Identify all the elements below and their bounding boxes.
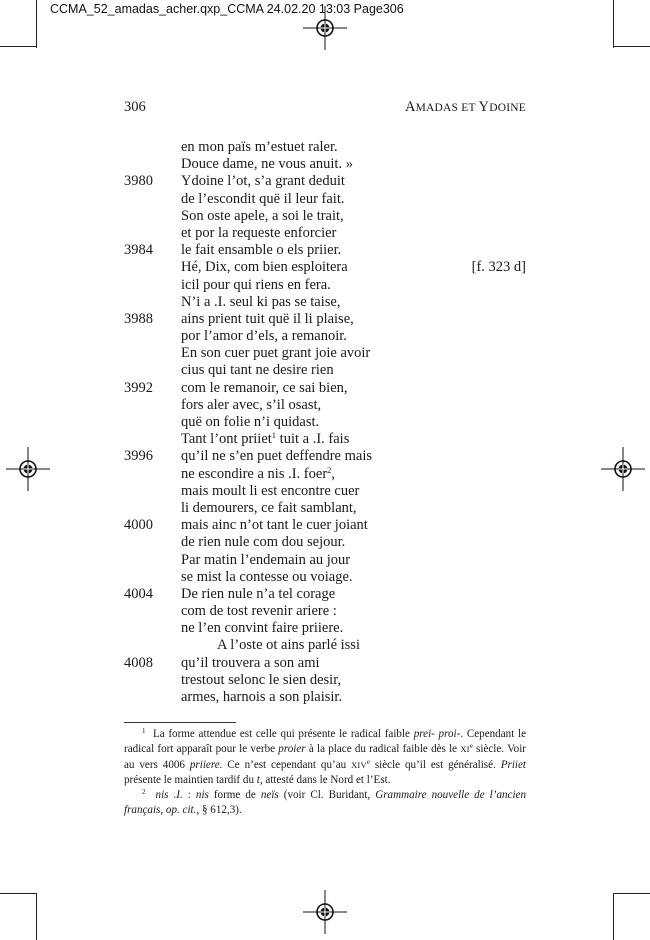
verse-text-main: Son oste apele, a soi le trait, xyxy=(181,207,344,224)
verse-line xyxy=(124,500,526,517)
verse-line xyxy=(124,517,526,534)
verse-text xyxy=(181,500,357,517)
verse-text xyxy=(181,345,370,362)
verse-line xyxy=(124,655,526,672)
footnote-1-text: Ce n’est cependant qu’au xyxy=(222,758,352,771)
verse-line xyxy=(124,620,526,637)
verse-line xyxy=(124,586,526,603)
verse-text xyxy=(181,620,343,637)
verse-line xyxy=(124,552,526,569)
verse-text-main: en mon païs m’estuet raler. xyxy=(181,139,338,155)
footnote-1-text: siècle. Voir au vers 4006 xyxy=(124,743,526,771)
crop-mark-top-left-v xyxy=(36,0,37,48)
verse-number: 4008 xyxy=(124,654,153,671)
verse-line xyxy=(124,448,526,465)
verse-line xyxy=(124,397,526,414)
verse-text xyxy=(181,139,338,156)
verse-text xyxy=(181,603,337,620)
footnote-reference: 2 xyxy=(327,464,332,475)
verse-line xyxy=(124,277,526,294)
verse-line xyxy=(124,672,526,689)
registration-mark-top-icon xyxy=(303,6,347,50)
verse-text xyxy=(181,414,319,431)
verse-text xyxy=(181,448,372,465)
footnotes xyxy=(124,727,526,819)
footnote-2-italic: neïs xyxy=(260,789,279,802)
verse-text xyxy=(181,225,336,242)
verse-line xyxy=(124,414,526,431)
crop-mark-top-left-h xyxy=(0,46,36,47)
footnote-1-text: La forme attendue est celle qui présente le radical faible xyxy=(152,728,414,740)
verse-text-main: icil pour qui riens en fera. xyxy=(181,276,331,293)
verse-text-main: mais ainc n’ot tant le cuer joiant xyxy=(181,517,368,534)
verse-text-main: cius qui tant ne desire rien xyxy=(181,362,334,379)
verse-text-main: armes, harnois a son plaisir. xyxy=(181,689,343,705)
footnote-1 xyxy=(124,727,526,788)
footnote-1-text: siècle qu’il est généralisé. xyxy=(369,758,501,771)
verse-line xyxy=(124,225,526,242)
footnote-2-text: forme de xyxy=(208,789,261,802)
page-number: 306 xyxy=(124,99,146,115)
verse-line xyxy=(124,637,526,654)
footnote-2-text: (voir Cl. Buridant, xyxy=(278,789,376,802)
verse-number: 3992 xyxy=(124,379,153,396)
verse-text xyxy=(181,517,368,534)
crop-mark-top-right-h xyxy=(614,46,650,47)
verse-text xyxy=(181,242,341,259)
registration-mark-right-icon xyxy=(601,447,645,491)
verse-text xyxy=(181,586,335,603)
verse-number: 4000 xyxy=(124,517,153,534)
verse-text-main: mais moult li est encontre cuer xyxy=(181,482,360,499)
verse-line xyxy=(124,173,526,190)
verse-text xyxy=(181,156,353,173)
verse-number: 3996 xyxy=(124,448,153,465)
verse-text xyxy=(181,466,335,483)
verse-text xyxy=(181,483,359,500)
verse-text xyxy=(181,328,347,345)
verse-text xyxy=(181,380,348,397)
footnote-reference: 1 xyxy=(271,430,277,441)
footnote-1-smallcaps: XIV xyxy=(351,759,367,770)
folio-marker: [f. 323 d] xyxy=(471,259,526,276)
verse-number: 3988 xyxy=(124,310,153,327)
verse-text xyxy=(181,672,341,689)
crop-mark-top-right-v xyxy=(613,0,614,48)
verse-text xyxy=(181,397,321,414)
footnote-2-text: , § 612,3). xyxy=(196,804,242,817)
crop-mark-bottom-right-h xyxy=(614,893,650,894)
running-title-initial-a: A xyxy=(404,99,416,115)
verse-text xyxy=(181,569,353,586)
verse-line xyxy=(124,534,526,551)
verse-text xyxy=(181,208,344,225)
footnote-2-italic: nis xyxy=(195,789,209,802)
footnote-1-text: , attesté dans le Nord et l’Est. xyxy=(259,773,391,786)
verse-number: 4004 xyxy=(124,585,153,602)
verse-text-main: Tant l’ont priiet xyxy=(181,431,272,448)
footnote-2 xyxy=(124,788,526,819)
running-head xyxy=(124,98,526,116)
verse-text-main: li demourers, ce fait samblant, xyxy=(181,499,357,516)
footnote-2-marker: 2 xyxy=(142,788,146,797)
verse-text xyxy=(181,689,342,706)
verse-text-main: qu’il trouvera a son ami xyxy=(181,654,320,671)
verse-text-main: por l’amor d’els, a remanoir. xyxy=(181,328,347,345)
verse-line xyxy=(124,208,526,225)
running-title-initial-y: Y xyxy=(478,99,490,115)
verse-text-main: En son cuer puet grant joie avoir xyxy=(181,345,371,362)
verse-text xyxy=(181,311,354,328)
verse-text-main: Hé, Dix, com bien esploitera xyxy=(181,259,348,276)
verse-line xyxy=(124,311,526,328)
verse-text xyxy=(181,552,350,569)
verse-text-main: com le remanoir, ce sai bien, xyxy=(181,379,348,396)
verse-text xyxy=(181,277,331,294)
verse-text-main: se mist la contesse ou voiage. xyxy=(181,568,353,585)
verse-text xyxy=(181,173,345,190)
verse-text-main: com de tost revenir ariere : xyxy=(181,603,337,620)
verse-line xyxy=(124,294,526,311)
verse-text-after: , xyxy=(331,465,336,482)
footnote-2-italic: Grammaire nouvelle de l’ancien français, op. cit. xyxy=(124,789,527,817)
verse-line xyxy=(124,345,526,362)
verse-line xyxy=(124,689,526,706)
verse-text-main: et por la requeste enforcier xyxy=(181,224,337,241)
verse-line xyxy=(124,139,526,156)
crop-mark-bottom-left-h xyxy=(0,893,36,894)
footnote-2-italic: nis .I. xyxy=(155,789,183,802)
verse-number: 3984 xyxy=(124,242,153,259)
verse-line xyxy=(124,242,526,259)
footnote-rule xyxy=(124,722,236,723)
footnote-2-text: : xyxy=(182,789,196,802)
footnote-1-sup: e xyxy=(469,742,473,751)
verse-line xyxy=(124,380,526,397)
verse-text-main: de l’escondit quë il leur fait. xyxy=(181,190,345,207)
footnote-1-marker: 1 xyxy=(142,727,146,735)
crop-mark-bottom-left-v xyxy=(36,893,37,940)
footnote-1-sup: e xyxy=(366,757,370,766)
footnote-1-italic: proier xyxy=(278,743,306,756)
verse-text xyxy=(217,637,360,654)
verse-line xyxy=(124,466,526,483)
verse-line xyxy=(124,431,526,448)
verse-text-main: Par matin l’endemain au jour xyxy=(181,551,351,568)
verse-text-main: De rien nule n’a tel corage xyxy=(181,585,336,602)
verse-number: 3980 xyxy=(124,173,153,190)
verse-text xyxy=(181,259,348,276)
verse-text xyxy=(181,191,344,208)
footnote-1-italic: Priiet xyxy=(500,758,526,771)
running-title-part-1: MADAS ET xyxy=(415,102,479,114)
verse-text xyxy=(181,655,320,672)
verse-line xyxy=(124,603,526,620)
verse-text xyxy=(181,534,345,551)
verse-text xyxy=(181,362,334,379)
registration-mark-bottom-icon xyxy=(303,890,347,934)
verse-block xyxy=(124,139,526,706)
footnote-1-text: . Cependant le radical fort apparaît pour le verbe xyxy=(124,728,526,756)
footnote-1-italic: priiere. xyxy=(189,758,223,771)
print-slug: CCMA_52_amadas_acher.qxp_CCMA 24.02.20 13:03 Page306 xyxy=(50,2,404,16)
verse-line xyxy=(124,259,526,276)
verse-text-main: ains prient tuit quë il li plaise, xyxy=(181,310,354,327)
footnote-1-smallcaps: XI xyxy=(460,744,470,755)
verse-text-main: trestout selonc le sien desir, xyxy=(181,671,342,688)
verse-line xyxy=(124,156,526,173)
verse-text-main: de rien nule com dou sejour. xyxy=(181,534,346,551)
verse-text xyxy=(181,294,340,311)
verse-text xyxy=(181,431,349,448)
verse-text-main: N’i a .I. seul ki pas se taise, xyxy=(181,293,341,310)
verse-text-main: quë on folie n’i quidast. xyxy=(181,414,320,430)
verse-line xyxy=(124,483,526,500)
verse-text-after: tuit a .I. fais xyxy=(276,431,350,448)
verse-text-main: Ydoine l’ot, s’a grant deduit xyxy=(181,173,345,190)
verse-text-main: A l’oste ot ains parlé issi xyxy=(217,637,360,654)
verse-line xyxy=(124,328,526,345)
crop-mark-bottom-right-v xyxy=(613,893,614,940)
footnote-1-text: présente le maintien tardif du xyxy=(124,773,257,786)
running-title-part-2: DOINE xyxy=(489,102,526,114)
verse-line xyxy=(124,191,526,208)
verse-text-main: ne l’en convint faire priiere. xyxy=(181,620,344,637)
verse-text-main: le fait ensamble o els priier. xyxy=(181,242,342,259)
verse-text-main: Douce dame, ne vous anuit. » xyxy=(181,156,353,173)
footnote-1-italic: t xyxy=(256,773,260,786)
registration-mark-left-icon xyxy=(6,447,50,491)
running-title xyxy=(405,98,526,117)
verse-line xyxy=(124,569,526,586)
verse-text-main: qu’il ne s’en puet deffendre mais xyxy=(181,448,372,465)
footnote-1-text: à la place du radical faible dès le xyxy=(305,743,461,756)
footnote-1-italic: prei- proi- xyxy=(413,728,461,740)
verse-text-main: fors aler avec, s’il osast, xyxy=(181,396,322,413)
verse-text-main: ne escondire a nis .I. foer xyxy=(181,465,328,482)
verse-line xyxy=(124,362,526,379)
